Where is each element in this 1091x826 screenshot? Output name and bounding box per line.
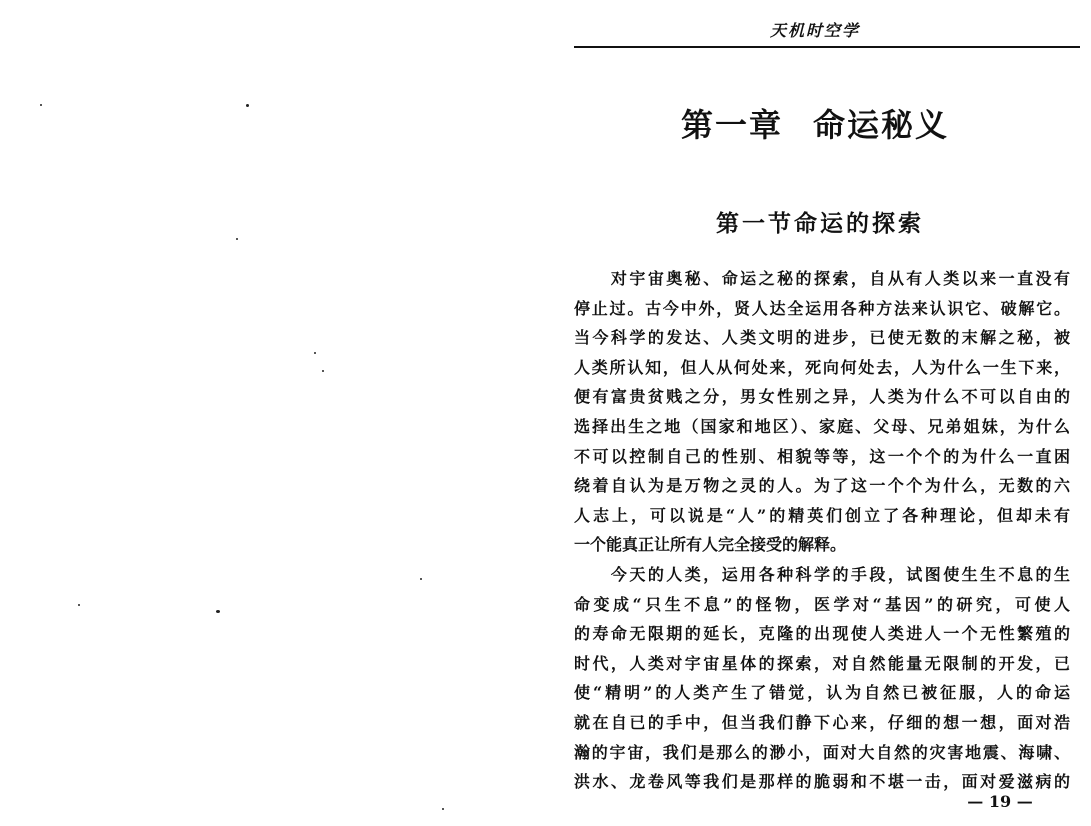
scan-speck — [236, 238, 238, 240]
right-page — [560, 0, 1091, 826]
text-line: 对宇宙奥秘、命运之秘的探索，自从有人类以来一直没有 — [574, 269, 1070, 288]
running-header: 天机时空学 — [769, 21, 860, 40]
text-line: 时代，人类对宇宙星体的探索，对自然能量无限制的开发，已 — [574, 653, 1070, 673]
chapter-number: 第一章 — [680, 106, 783, 144]
text-line: 洪水、龙卷风等我们是那样的脆弱和不堪一击，面对爱滋病的 — [574, 772, 1070, 792]
scan-speck — [40, 104, 42, 106]
text-line: 使“精明”的人类产生了错觉，认为自然已被征服，人的命运 — [574, 683, 1070, 703]
scan-speck — [442, 808, 444, 810]
text-line: 命变成“只生不息”的怪物，医学对“基因”的研究，可使人 — [574, 594, 1070, 614]
header-rule — [574, 46, 1080, 48]
scan-speck — [322, 370, 324, 372]
text-line: 不可以控制自己的性别、相貌等等，这一个个的为什么一直困 — [574, 446, 1070, 466]
text-line: 选择出生之地（国家和地区）、家庭、父母、兄弟姐妹，为什么 — [574, 416, 1070, 436]
text-line: 一个能真正让所有人完全接受的解释。 — [574, 535, 847, 555]
body-text — [574, 264, 1070, 797]
page-number: — 19 — — [967, 792, 1033, 811]
text-line: 瀚的宇宙，我们是那么的渺小，面对大自然的灾害地震、海啸、 — [574, 742, 1070, 762]
text-line: 就在自已的手中，但当我们静下心来，仔细的想一想，面对浩 — [574, 712, 1070, 732]
text-line: 停止过。古今中外，贤人达全运用各种方法来认识它、破解它。 — [574, 298, 1070, 318]
text-line: 当今科学的发达、人类文明的进步，已使无数的末解之秘，被 — [574, 328, 1070, 348]
scan-speck — [246, 104, 249, 107]
left-page-blank — [0, 0, 540, 826]
text-line: 人志上，可以说是“人”的精英们创立了各种理论，但却未有 — [574, 505, 1070, 525]
text-line: 便有富贵贫贱之分，男女性别之异，人类为什么不可以自由的 — [574, 387, 1070, 407]
chapter-name: 命运秘义 — [813, 106, 950, 144]
scan-speck — [78, 604, 80, 606]
chapter-title — [560, 100, 1070, 146]
text-line: 绕着自认为是万物之灵的人。为了这一个个为什么，无数的六 — [574, 476, 1070, 496]
scan-speck — [420, 578, 422, 580]
text-line: 人类所认知，但人从何处来，死向何处去，人为什么一生下来， — [574, 357, 1070, 377]
scan-speck — [314, 352, 316, 354]
scan-speck — [216, 610, 220, 613]
text-line: 的寿命无限期的延长，克隆的出现使人类进人一个无性繁殖的 — [574, 624, 1070, 644]
section-title: 第一节命运的探索 — [716, 210, 924, 237]
text-line: 今天的人类，运用各种科学的手段，试图使生生不息的生 — [574, 564, 1070, 584]
